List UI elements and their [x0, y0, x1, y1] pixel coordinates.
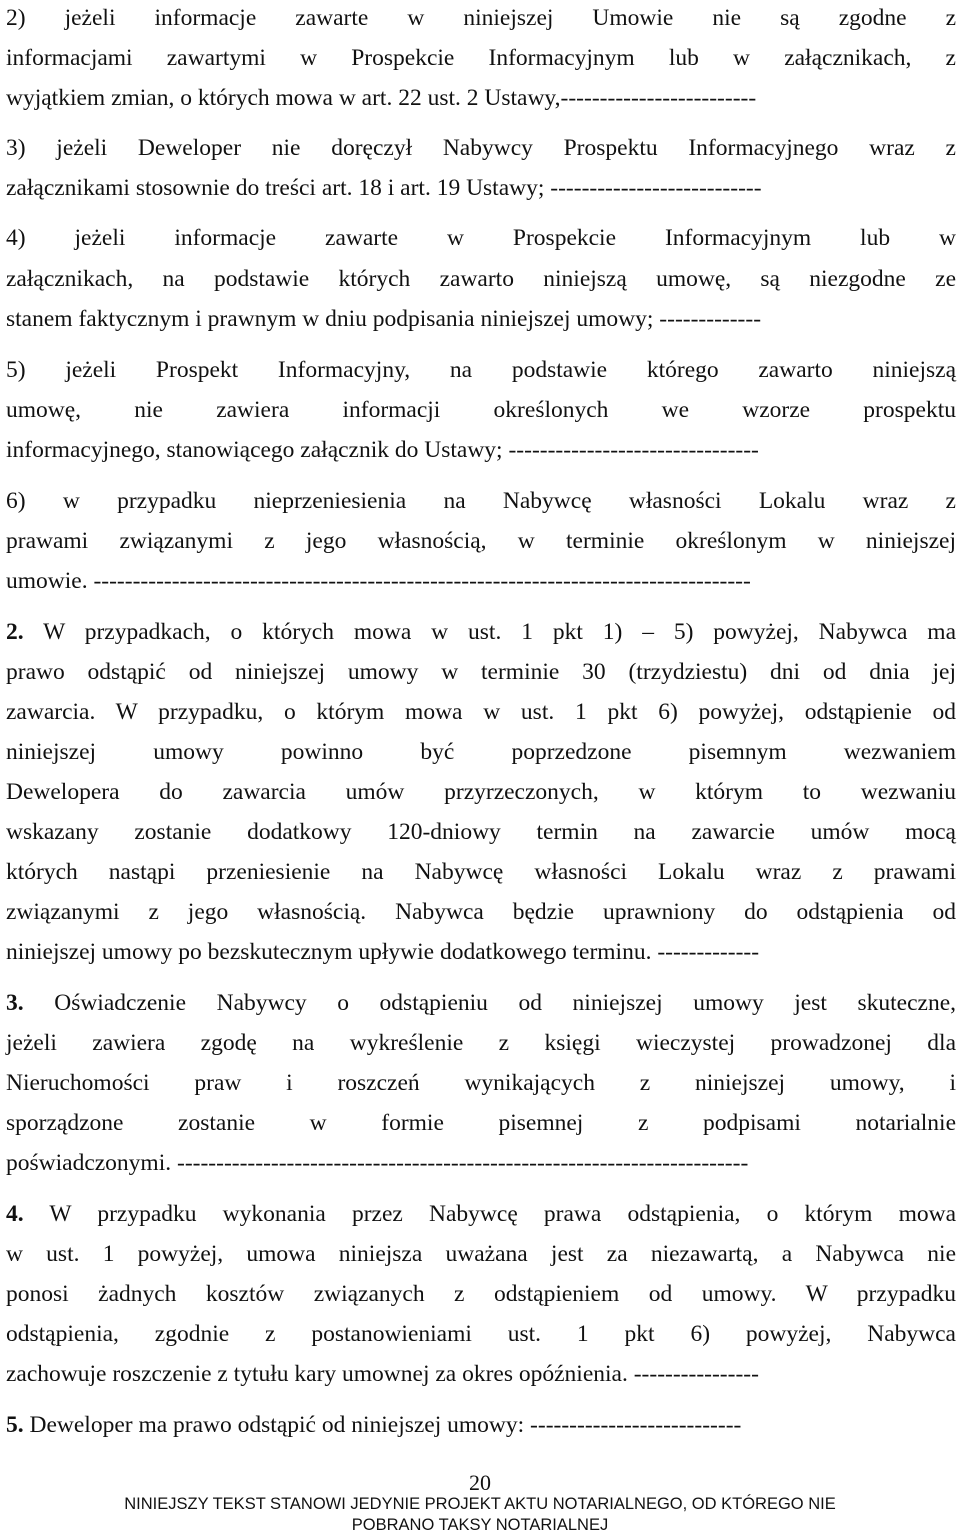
- paragraph-line: [6, 737, 956, 767]
- line-text: W przypadkach, o których mowa w ust. 1 pkt 1) – 5) powyżej, Nabywca ma: [43, 619, 956, 645]
- paragraph-line: [6, 777, 956, 807]
- paragraph-line: [6, 1148, 956, 1178]
- line-text: załącznikach, na podstawie których zawarto niniejszą umowę, są niezgodne ze: [6, 266, 956, 292]
- line-text: jeżeli zawiera zgodę na wykreślenie z księgi wieczystej prowadzonej dla: [6, 1030, 956, 1056]
- paragraph-line: [6, 1359, 956, 1389]
- paragraph-line: [6, 897, 956, 927]
- paragraph-line: [6, 1319, 956, 1349]
- paragraph-line: [6, 988, 956, 1018]
- paragraph-line: [6, 657, 956, 687]
- clause-number: 2.: [6, 619, 24, 645]
- paragraph-line: [6, 1199, 956, 1229]
- paragraph-line: [6, 133, 956, 163]
- line-text: stanem faktycznym i prawnym w dniu podpisania niniejszej umowy; -------------: [6, 306, 762, 332]
- line-text: zawarcia. W przypadku, o którym mowa w ust. 1 pkt 6) powyżej, odstąpienie od: [6, 699, 956, 725]
- line-text: 6) w przypadku nieprzeniesienia na Nabywcę własności Lokalu wraz z: [6, 488, 956, 514]
- paragraph-line: [6, 304, 956, 334]
- line-text: prawo odstąpić od niniejszej umowy w terminie 30 (trzydziestu) dni od dnia jej: [6, 659, 956, 685]
- paragraph-line: [6, 3, 956, 33]
- line-text: 2) jeżeli informacje zawarte w niniejszej Umowie nie są zgodne z: [6, 5, 956, 31]
- line-text: niniejszej umowy po bezskutecznym upływie dodatkowego terminu. -------------: [6, 939, 760, 965]
- line-text: sporządzone zostanie w formie pisemnej z podpisami notarialnie: [6, 1110, 956, 1136]
- paragraph-line: [6, 857, 956, 887]
- paragraph-line: [6, 566, 956, 596]
- line-text: Dewelopera do zawarcia umów przyrzeczonych, w którym to wezwaniu: [6, 779, 956, 805]
- footer-line: NINIEJSZY TEKST STANOWI JEDYNIE PROJEKT AKTU NOTARIALNEGO, OD KTÓREGO NIE: [124, 1495, 836, 1513]
- line-text: niniejszej umowy powinno być poprzedzone pisemnym wezwaniem: [6, 739, 956, 765]
- line-text: Oświadczenie Nabywcy o odstąpieniu od niniejszej umowy jest skuteczne,: [54, 990, 957, 1016]
- line-text: 4) jeżeli informacje zawarte w Prospekcie Informacyjnym lub w: [6, 225, 956, 251]
- paragraph-line: [6, 43, 956, 73]
- paragraph-line: [6, 173, 956, 203]
- paragraph-line: [6, 83, 956, 113]
- paragraph-line: [6, 1028, 956, 1058]
- line-text: związanymi z jego własnością. Nabywca będzie uprawniony do odstąpienia od: [6, 899, 956, 925]
- footer-notice: [0, 1494, 960, 1536]
- line-text: odstąpienia, zgodnie z postanowieniami ust. 1 pkt 6) powyżej, Nabywca: [6, 1321, 956, 1347]
- line-text: prawami związanymi z jego własnością, w terminie określonym w niniejszej: [6, 528, 956, 554]
- paragraph-line: [6, 1239, 956, 1269]
- paragraph-line: [6, 223, 956, 253]
- line-text: umowie. ------------------------------------------------------------------------------------: [6, 568, 751, 594]
- clause-number: 3.: [6, 990, 24, 1016]
- line-text: umowę, nie zawiera informacji określonych we wzorze prospektu: [6, 397, 956, 423]
- line-text: ponosi żadnych kosztów związanych z odstąpieniem od umowy. W przypadku: [6, 1281, 956, 1307]
- line-text: w ust. 1 powyżej, umowa niniejsza uważana jest za niezawartą, a Nabywca nie: [6, 1241, 956, 1267]
- paragraph-line: [6, 435, 956, 465]
- line-text: informacjami zawartymi w Prospekcie Informacyjnym lub w załącznikach, z: [6, 45, 956, 71]
- paragraph-line: [6, 697, 956, 727]
- footer-line: POBRANO TAKSY NOTARIALNEJ: [351, 1516, 609, 1534]
- line-text: których nastąpi przeniesienie na Nabywcę własności Lokalu wraz z prawami: [6, 859, 956, 885]
- line-text: Nieruchomości praw i roszczeń wynikających z niniejszej umowy, i: [6, 1070, 956, 1096]
- line-text: W przypadku wykonania przez Nabywcę prawa odstąpienia, o którym mowa: [49, 1201, 957, 1227]
- paragraph-line: [6, 264, 956, 294]
- paragraph-line: [6, 355, 956, 385]
- paragraph-line: [6, 486, 956, 516]
- line-text: informacyjnego, stanowiącego załącznik do Ustawy; --------------------------------: [6, 437, 759, 463]
- paragraph-line: [6, 1068, 956, 1098]
- line-text: załącznikami stosownie do treści art. 18 i art. 19 Ustawy; ---------------------------: [6, 175, 762, 201]
- page-number: 20: [469, 1470, 491, 1495]
- line-text: 3) jeżeli Deweloper nie doręczył Nabywcy Prospektu Informacyjnego wraz z: [6, 135, 956, 161]
- clause-number: 4.: [6, 1201, 24, 1227]
- line-text: poświadczonymi. -------------------------------------------------------------------------: [6, 1150, 749, 1176]
- paragraph-line: [6, 817, 956, 847]
- line-text: zachowuje roszczenie z tytułu kary umownej za okres opóźnienia. ----------------: [6, 1361, 759, 1387]
- line-text: 5) jeżeli Prospekt Informacyjny, na podstawie którego zawarto niniejszą: [6, 357, 956, 383]
- paragraph-line: [6, 526, 956, 556]
- paragraph-line: [6, 937, 956, 967]
- paragraph-line: [6, 395, 956, 425]
- paragraph-line: [6, 1410, 956, 1440]
- paragraph-line: [6, 617, 956, 647]
- paragraph-line: [6, 1108, 956, 1138]
- line-text: wskazany zostanie dodatkowy 120-dniowy termin na zawarcie umów mocą: [6, 819, 956, 845]
- paragraph-line: [6, 1279, 956, 1309]
- line-text: Deweloper ma prawo odstąpić od niniejszej umowy: ---------------------------: [29, 1412, 742, 1438]
- clause-number: 5.: [6, 1412, 24, 1438]
- line-text: wyjątkiem zmian, o których mowa w art. 22 ust. 2 Ustawy,-------------------------: [6, 85, 757, 111]
